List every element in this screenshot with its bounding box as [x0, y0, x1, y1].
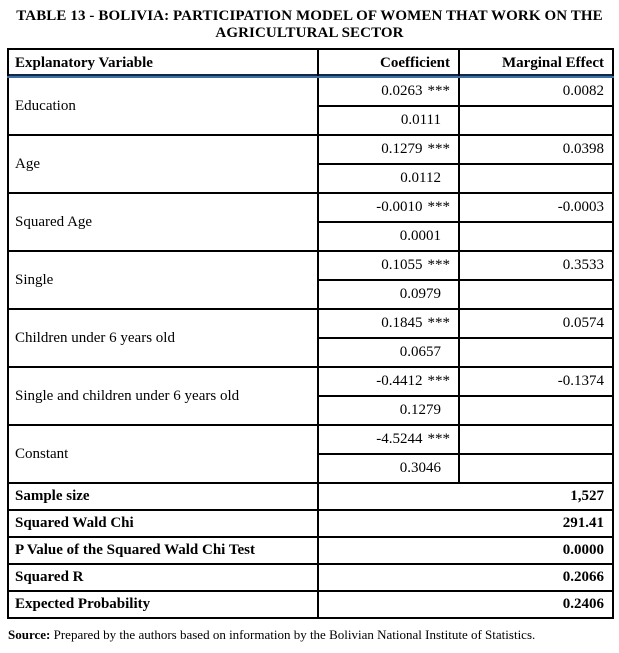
coefficient-value: 0.1055 — [381, 257, 423, 273]
table-title-line1: TABLE 13 - BOLIVIA: PARTICIPATION MODEL OF WOMEN THAT WORK ON THE — [16, 8, 603, 24]
coefficient-value: 0.1279 — [381, 141, 423, 157]
empty-cell — [459, 280, 613, 309]
marginal-effect-cell: 0.0082 — [459, 77, 613, 106]
significance-stars: *** — [427, 83, 450, 99]
summary-row — [8, 564, 613, 591]
std-error-cell: 0.0657 — [318, 338, 459, 367]
coefficient-cell — [318, 251, 459, 280]
header-explanatory-variable: Explanatory Variable — [8, 49, 318, 77]
header-row — [8, 49, 613, 77]
coefficient-cell — [318, 135, 459, 164]
coefficient-cell — [318, 193, 459, 222]
std-error-cell: 0.0979 — [318, 280, 459, 309]
std-error-cell: 0.0001 — [318, 222, 459, 251]
source-text: Prepared by the authors based on information by the Bolivian National Institute of Statistics. — [50, 627, 536, 642]
variable-name-cell: Squared Age — [8, 193, 318, 251]
header-marginal-effect: Marginal Effect — [459, 49, 613, 77]
table-row — [8, 135, 613, 164]
table-row — [8, 309, 613, 338]
table-row — [8, 425, 613, 454]
summary-label: P Value of the Squared Wald Chi Test — [8, 537, 318, 564]
results-table — [7, 48, 614, 619]
variable-name-cell: Age — [8, 135, 318, 193]
coefficient-cell — [318, 309, 459, 338]
empty-cell — [459, 396, 613, 425]
table-row — [8, 193, 613, 222]
marginal-effect-cell: 0.0398 — [459, 135, 613, 164]
significance-stars: *** — [427, 141, 450, 157]
header-coefficient: Coefficient — [318, 49, 459, 77]
table-row — [8, 367, 613, 396]
significance-stars: *** — [427, 315, 450, 331]
marginal-effect-cell — [459, 425, 613, 454]
variable-name-cell: Single and children under 6 years old — [8, 367, 318, 425]
summary-row — [8, 483, 613, 510]
coefficient-value: 0.0263 — [381, 83, 423, 99]
marginal-effect-cell: 0.0574 — [459, 309, 613, 338]
std-error-cell: 0.1279 — [318, 396, 459, 425]
source-note — [7, 627, 612, 642]
summary-label: Squared Wald Chi — [8, 510, 318, 537]
summary-value: 0.0000 — [318, 537, 613, 564]
variable-name-cell: Constant — [8, 425, 318, 483]
summary-label: Sample size — [8, 483, 318, 510]
significance-stars: *** — [427, 257, 450, 273]
summary-row — [8, 591, 613, 618]
coefficient-value: 0.1845 — [381, 315, 423, 331]
table-row — [8, 77, 613, 106]
table-row — [8, 251, 613, 280]
marginal-effect-cell: -0.1374 — [459, 367, 613, 396]
coefficient-value: -0.4412 — [376, 373, 423, 389]
empty-cell — [459, 106, 613, 135]
std-error-cell: 0.0112 — [318, 164, 459, 193]
variable-name-cell: Education — [8, 77, 318, 135]
coefficient-cell — [318, 77, 459, 106]
summary-value: 291.41 — [318, 510, 613, 537]
empty-cell — [459, 164, 613, 193]
summary-row — [8, 510, 613, 537]
empty-cell — [459, 338, 613, 367]
significance-stars: *** — [427, 199, 450, 215]
empty-cell — [459, 454, 613, 483]
table-title-line2: AGRICULTURAL SECTOR — [215, 25, 404, 41]
std-error-cell: 0.3046 — [318, 454, 459, 483]
summary-value: 0.2406 — [318, 591, 613, 618]
summary-value: 1,527 — [318, 483, 613, 510]
summary-label: Expected Probability — [8, 591, 318, 618]
summary-row — [8, 537, 613, 564]
coefficient-cell — [318, 367, 459, 396]
significance-stars: *** — [427, 373, 450, 389]
coefficient-value: -0.0010 — [376, 199, 423, 215]
significance-stars: *** — [427, 431, 450, 447]
empty-cell — [459, 222, 613, 251]
table-title — [9, 8, 610, 42]
coefficient-value: -4.5244 — [376, 431, 423, 447]
variable-name-cell: Single — [8, 251, 318, 309]
marginal-effect-cell: -0.0003 — [459, 193, 613, 222]
source-label: Source: — [8, 627, 51, 642]
summary-value: 0.2066 — [318, 564, 613, 591]
variable-name-cell: Children under 6 years old — [8, 309, 318, 367]
coefficient-cell — [318, 425, 459, 454]
marginal-effect-cell: 0.3533 — [459, 251, 613, 280]
std-error-cell: 0.0111 — [318, 106, 459, 135]
summary-label: Squared R — [8, 564, 318, 591]
